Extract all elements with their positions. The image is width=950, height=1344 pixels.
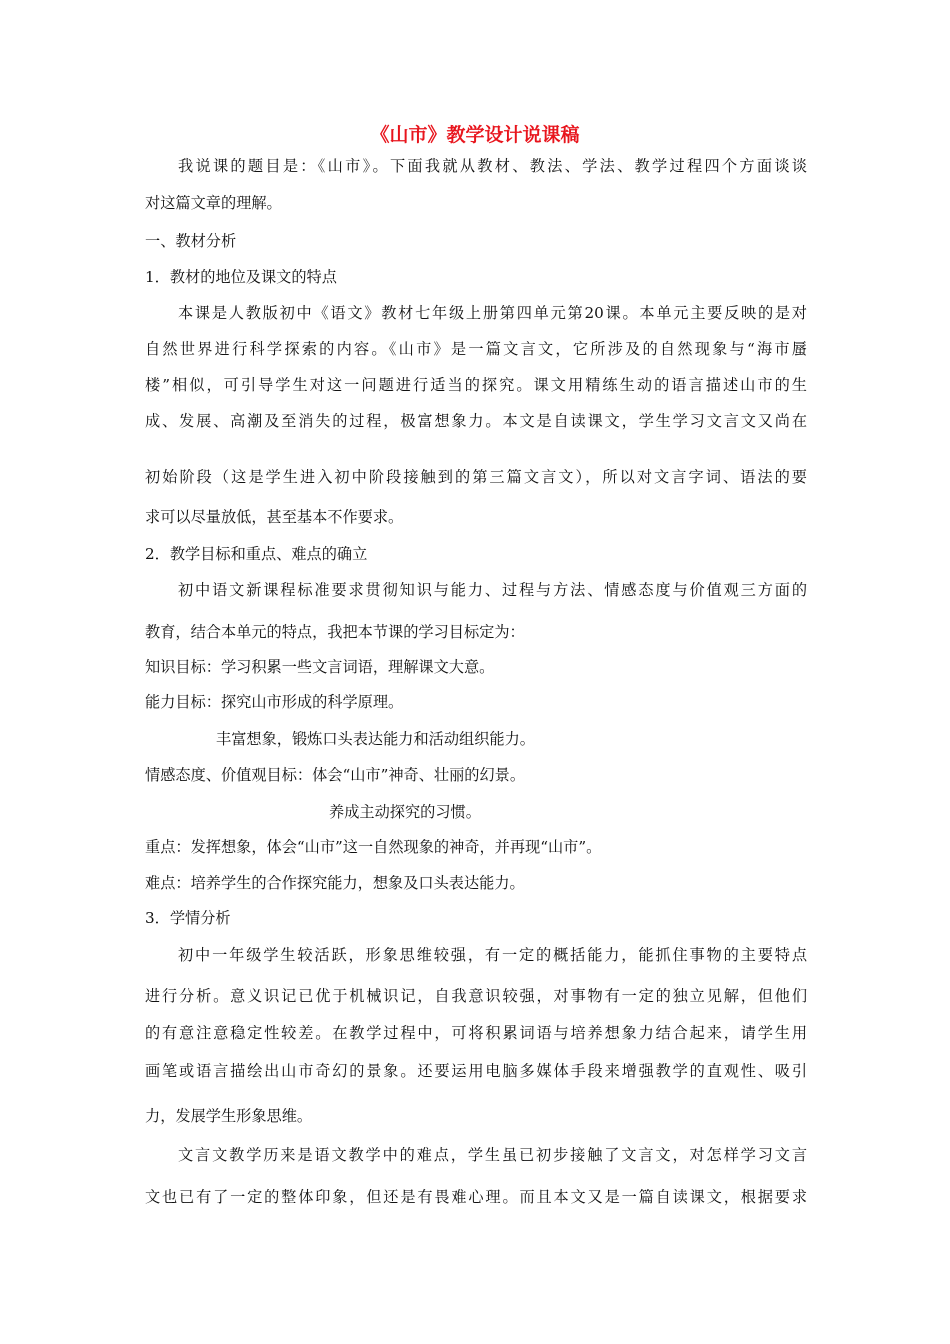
section-heading: 一、教材分析 xyxy=(145,232,237,250)
paragraph-line: 我说课的题目是：《山市》。下面我就从教材、教法、学法、教学过程四个方面谈谈 xyxy=(178,157,807,175)
paragraph-line: 的有意注意稳定性较差。在教学过程中，可将积累词语与培养想象力结合起来，请学生用 xyxy=(145,1024,807,1042)
paragraph-line: 求可以尽量放低，甚至基本不作要求。 xyxy=(145,508,404,526)
goal-line: 养成主动探究的习惯。 xyxy=(329,803,481,821)
goal-line: 能力目标：探究山市形成的科学原理。 xyxy=(145,693,404,711)
paragraph-line: 楼”相似，可引导学生对这一问题进行适当的探究。课文用精练生动的语言描述山市的生 xyxy=(145,376,807,394)
paragraph-line: 本课是人教版初中《语文》教材七年级上册第四单元第20课。本单元主要反映的是对 xyxy=(178,304,807,322)
paragraph-line: 教育，结合本单元的特点，我把本节课的学习目标定为： xyxy=(145,623,525,641)
paragraph-line: 文也已有了一定的整体印象，但还是有畏难心理。而且本文又是一篇自读课文，根据要求 xyxy=(145,1188,807,1206)
paragraph-line: 进行分析。意义识记已优于机械识记，自我意识较强，对事物有一定的独立见解，但他们 xyxy=(145,987,807,1005)
paragraph-line: 初中语文新课程标准要求贯彻知识与能力、过程与方法、情感态度与价值观三方面的 xyxy=(178,581,807,599)
paragraph-line: 初始阶段（这是学生进入初中阶段接触到的第三篇文言文），所以对文言字词、语法的要 xyxy=(145,468,807,486)
paragraph-line: 成、发展、高潮及至消失的过程，极富想象力。本文是自读课文，学生学习文言文又尚在 xyxy=(145,412,807,430)
goal-line: 知识目标：学习积累一些文言词语，理解课文大意。 xyxy=(145,658,495,676)
difficulty-line: 难点：培养学生的合作探究能力，想象及口头表达能力。 xyxy=(145,874,525,892)
paragraph-line: 自然世界进行科学探索的内容。《山市》是一篇文言文，它所涉及的自然现象与“海市蜃 xyxy=(145,340,807,358)
paragraph-line: 画笔或语言描绘出山市奇幻的景象。还要运用电脑多媒体手段来增强教学的直观性、吸引 xyxy=(145,1062,807,1080)
document-title: 《山市》教学设计说课稿 xyxy=(370,124,580,146)
key-point-line: 重点：发挥想象，体会“山市”这一自然现象的神奇，并再现“山市”。 xyxy=(145,838,602,856)
paragraph-line: 初中一年级学生较活跃，形象思维较强，有一定的概括能力，能抓住事物的主要特点 xyxy=(178,946,807,964)
subsection-heading: 2．教学目标和重点、难点的确立 xyxy=(145,545,368,563)
paragraph-line: 力，发展学生形象思维。 xyxy=(145,1107,313,1125)
paragraph-line: 文言文教学历来是语文教学中的难点，学生虽已初步接触了文言文，对怎样学习文言 xyxy=(178,1146,807,1164)
goal-line: 丰富想象，锻炼口头表达能力和活动组织能力。 xyxy=(216,730,535,748)
paragraph-line: 对这篇文章的理解。 xyxy=(145,194,282,212)
subsection-heading: 3．学情分析 xyxy=(145,909,231,927)
goal-line: 情感态度、价值观目标：体会“山市”神奇、壮丽的幻景。 xyxy=(145,766,526,784)
subsection-heading: 1．教材的地位及课文的特点 xyxy=(145,268,337,286)
